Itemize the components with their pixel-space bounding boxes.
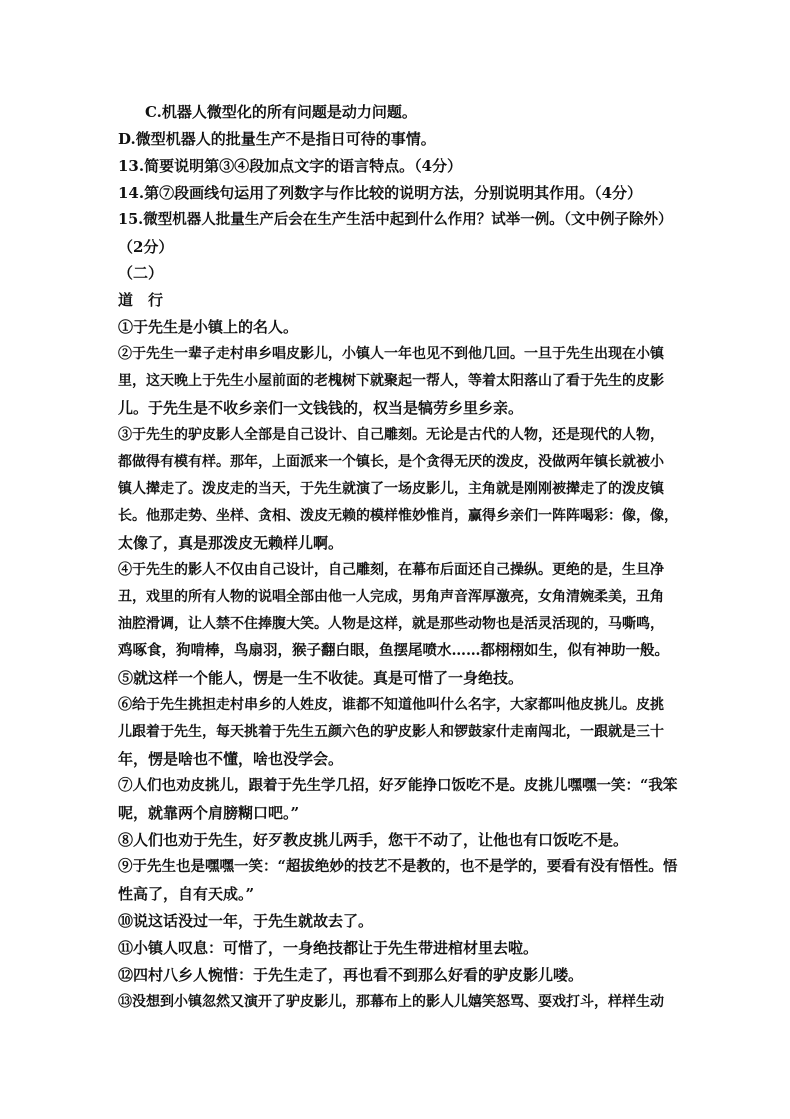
paragraph-2-line: 儿。于先生是不收乡亲们一文钱钱的，权当是犒劳乡里乡亲。	[118, 399, 524, 417]
paragraph-9-line: 性高了，自有天成。”	[118, 885, 255, 903]
paragraph-3-line: 镇人撵走了。泼皮走的当天，于先生就演了一场皮影儿，主角就是刚刚被撵走了的泼皮镇	[118, 481, 664, 497]
paragraph-10: ⑩说这话没过一年，于先生就故去了。	[118, 912, 374, 930]
paragraph-3-line: 长。他那走势、坐样、贪相、泼皮无赖的模样惟妙惟肖，赢得乡亲们一阵阵喝彩：像，像，	[118, 508, 678, 524]
paragraph-6-line: 年，愣是啥也不懂，啥也没学会。	[118, 750, 344, 768]
question-14: 14.第⑦段画线句运用了列数字与作比较的说明方法，分别说明其作用。（4分）	[118, 184, 643, 202]
paragraph-3-line: 都做得有模有样。那年，上面派来一个镇长，是个贪得无厌的泼皮，没做两年镇长就被小	[118, 454, 664, 470]
article-title: 道 行	[118, 291, 164, 309]
paragraph-4-line: 鸡啄食，狗啃棒，鸟扇羽，猴子翻白眼，鱼摆尾喷水……都栩栩如生，似有神助一般。	[118, 642, 669, 659]
paragraph-6-line: ⑥给于先生挑担走村串乡的人姓皮，谁都不知道他叫什么名字，大家都叫他皮挑儿。皮挑	[118, 697, 664, 713]
paragraph-4-line: 油腔滑调，让人禁不住捧腹大笑。人物是这样，就是那些动物也是活灵活现的，马嘶鸣，	[118, 616, 664, 632]
section-heading: （二）	[118, 264, 164, 282]
question-15: 15.微型机器人批量生产后会在生产生活中起到什么作用？试举一例。（文中例子除外）	[118, 211, 673, 228]
paragraph-7-line: 呢，就靠两个肩膀糊口吧。”	[118, 804, 300, 822]
paragraph-11: ⑪小镇人叹息：可惜了，一身绝技都让于先生带进棺材里去啦。	[118, 939, 539, 957]
paragraph-3-line: ③于先生的驴皮影人全部是自己设计、自己雕刻。无论是古代的人物，还是现代的人物，	[118, 427, 664, 443]
paragraph-12: ⑫四村八乡人惋惜：于先生走了，再也看不到那么好看的驴皮影儿喽。	[118, 966, 584, 984]
paragraph-8: ⑧人们也劝于先生，好歹教皮挑儿两手，您干不动了，让他也有口饭吃不是。	[118, 831, 629, 849]
paragraph-2-line: 里，这天晚上于先生小屋前面的老槐树下就聚起一帮人，等着太阳落山了看于先生的皮影	[118, 373, 664, 389]
option-d: D.微型机器人的批量生产不是指日可待的事情。	[118, 130, 436, 148]
paragraph-7-line: ⑦人们也劝皮挑儿，跟着于先生学几招，好歹能挣口饭吃不是。皮挑儿嘿嘿一笑：“我笨	[118, 777, 678, 794]
paragraph-9-line: ⑨于先生也是嘿嘿一笑：“超拔绝妙的技艺不是教的，也不是学的，要看有没有悟性。悟	[118, 858, 678, 875]
question-15-points: （2分）	[118, 238, 174, 256]
paragraph-1: ①于先生是小镇上的名人。	[118, 318, 299, 336]
paragraph-13-line: ⑬没想到小镇忽然又演开了驴皮影儿，那幕布上的影人儿嬉笑怒骂、耍戏打斗，样样生动	[118, 994, 664, 1010]
paragraph-3-line: 太像了，真是那泼皮无赖样儿啊。	[118, 534, 344, 552]
option-c: C.机器人微型化的所有问题是动力问题。	[145, 103, 417, 121]
paragraph-2-line: ②于先生一辈子走村串乡唱皮影儿，小镇人一年也见不到他几回。一旦于先生出现在小镇	[118, 346, 664, 362]
paragraph-5: ⑤就这样一个能人，愣是一生不收徒。真是可惜了一身绝技。	[118, 669, 524, 687]
paragraph-6-line: 儿跟着于先生，每天挑着于先生五颜六色的驴皮影人和锣鼓家什走南闯北，一跟就是三十	[118, 724, 664, 740]
question-13: 13.简要说明第③④段加点文字的语言特点。（4分）	[118, 157, 463, 175]
paragraph-4-line: ④于先生的影人不仅由自己设计，自己雕刻，在幕布后面还自己操纵。更绝的是，生旦净	[118, 562, 664, 578]
paragraph-4-line: 丑，戏里的所有人物的说唱全部由他一人完成，男角声音浑厚激亮，女角清婉柔美，丑角	[118, 589, 664, 605]
